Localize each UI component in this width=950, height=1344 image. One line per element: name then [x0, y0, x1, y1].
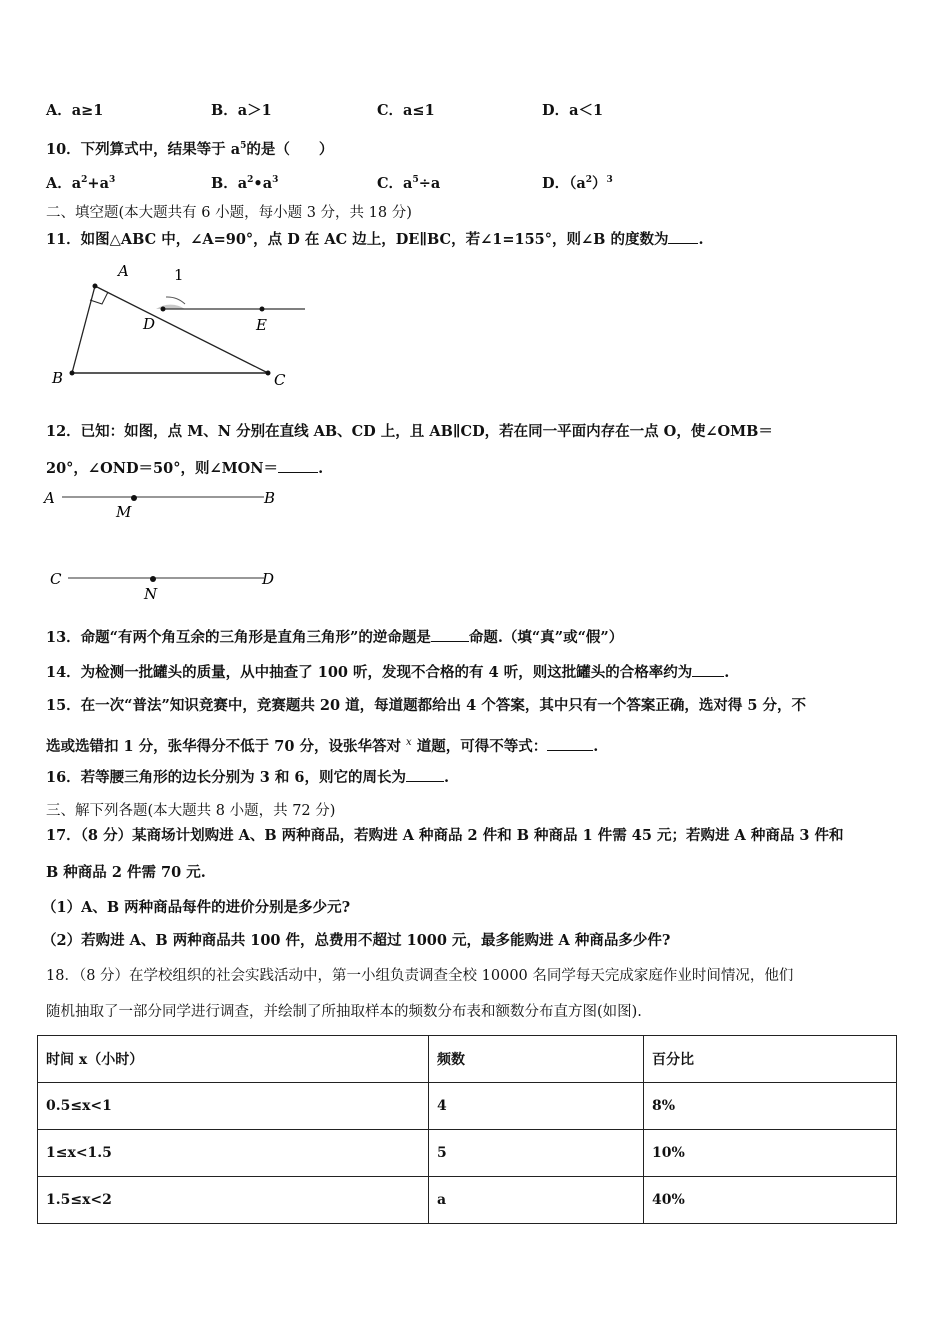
q12-end: . [318, 460, 324, 477]
q16-text [46, 767, 449, 788]
cell-time: 1.5≤x<2 [38, 1177, 429, 1224]
q11-triangle-figure [40, 258, 320, 393]
q14-stem: 14．为检测一批罐头的质量，从中抽查了 100 听，发现不合格的有 4 听，则这批罐头的合格率约为 [46, 664, 693, 681]
label-d: D [262, 570, 275, 588]
cell-time: 1≤x<1.5 [38, 1130, 429, 1177]
q15-stem-end: 道题，可得不等式： [416, 737, 548, 755]
q9-option-d: D．a＜1 [542, 102, 604, 119]
header-frequency: 频数 [429, 1036, 644, 1083]
q10-c-exp1: 5 [412, 175, 419, 185]
q10-b-base: B．a [211, 174, 248, 192]
q10-option-b [211, 170, 278, 194]
side-ac [95, 286, 268, 373]
q10-d-op: ） [592, 174, 607, 192]
q10-b-op: •a [253, 174, 273, 192]
q10-exponent: 5 [240, 141, 247, 151]
q13-stem: 13．命题“有两个角互余的三角形是直角三角形”的逆命题是 [46, 629, 431, 646]
q10-stem-end: 的是（ ） [246, 140, 334, 158]
q15-line1: 15．在一次“普法”知识竞赛中，竞赛题共 20 道，每道题都给出 4 个答案，其中只有一个答案正确，选对得 5 分，不 [46, 697, 806, 714]
q10-option-d [542, 170, 613, 194]
label-c: C [274, 371, 286, 389]
cell-frequency: 5 [429, 1130, 644, 1177]
q12-parallel-lines-figure [40, 485, 300, 605]
q16-answer-blank[interactable] [406, 767, 444, 782]
q14-answer-blank[interactable] [692, 662, 724, 677]
q16-stem: 16．若等腰三角形的边长分别为 3 和 6，则它的周长为 [46, 769, 406, 786]
q17-sub1: （1）A、B 两种商品每件的进价分别是多少元? [42, 899, 351, 916]
q15-variable: x [406, 737, 412, 748]
q14-end: . [724, 664, 730, 681]
angle-1-arc [156, 305, 185, 309]
q9-option-a: A．a≥1 [46, 102, 104, 119]
label-angle-1: 1 [174, 266, 184, 284]
cell-percent: 8% [644, 1083, 897, 1130]
q10-a-exp1: 2 [81, 175, 88, 185]
table-header-row [38, 1036, 897, 1083]
header-time: 时间 x（小时） [38, 1036, 429, 1083]
q15-stem: 选或选错扣 1 分，张华得分不低于 70 分，设张华答对 [46, 737, 401, 755]
q10-a-exp2: 3 [108, 175, 116, 185]
q10-c-base: C．a [377, 174, 413, 192]
q11-text [46, 229, 704, 250]
table-row [38, 1130, 897, 1177]
cell-frequency: a [429, 1177, 644, 1224]
label-c: C [50, 570, 62, 588]
cell-percent: 10% [644, 1130, 897, 1177]
q12-line1: 12．已知：如图，点 M、N 分别在直线 AB、CD 上，且 AB∥CD，若在同一平面内存在一点 O，使∠OMB＝ [46, 423, 773, 440]
q18-line2: 随机抽取了一部分同学进行调查，并绘制了所抽取样本的频数分布表和额数分布直方图(如图). [46, 1004, 642, 1020]
q10-option-c [377, 170, 440, 194]
q9-option-c: C．a≤1 [377, 102, 435, 119]
header-percent: 百分比 [644, 1036, 897, 1083]
label-n: N [144, 585, 158, 603]
q10-c-op: ÷a [418, 174, 441, 192]
label-d: D [143, 315, 156, 333]
point-d [161, 307, 166, 312]
q12-stem: 20°，∠OND＝50°，则∠MON＝ [46, 460, 279, 477]
q10-b-exp2: 3 [272, 175, 279, 185]
q17-sub2: （2）若购进 A、B 两种商品共 100 件，总费用不超过 1000 元，最多能购进 A 种商品多少件? [42, 932, 671, 949]
q10-option-a [46, 170, 115, 194]
q15-line2 [46, 733, 598, 757]
frequency-table [37, 1035, 897, 1224]
point-n [150, 576, 156, 582]
q10-stem [46, 136, 333, 160]
label-b: B [264, 489, 276, 507]
q11-stem: 11．如图△ABC 中，∠A=90°，点 D 在 AC 边上，DE∥BC，若∠1=155°，则∠B 的度数为 [46, 231, 669, 248]
q11-end: . [698, 231, 704, 248]
q12-line2 [46, 458, 323, 479]
cell-frequency: 4 [429, 1083, 644, 1130]
angle-1-arrow [166, 297, 185, 304]
section-2-title: 二、填空题(本大题共有 6 小题，每小题 3 分，共 18 分) [46, 205, 412, 221]
cell-time: 0.5≤x<1 [38, 1083, 429, 1130]
label-b: B [52, 369, 64, 387]
q10-a-op: +a [87, 174, 109, 192]
label-a: A [118, 262, 129, 280]
q13-text [46, 627, 623, 648]
q17-line2: B 种商品 2 件需 70 元. [46, 864, 206, 881]
q10-d-base: D．（a [542, 174, 586, 192]
point-a [93, 284, 98, 289]
q10-d-exp2: 3 [606, 175, 613, 185]
point-c [266, 371, 271, 376]
q11-answer-blank[interactable] [668, 229, 698, 244]
q15-end: . [593, 737, 599, 755]
table-row [38, 1083, 897, 1130]
q10-stem-text: 10．下列算式中，结果等于 a [46, 140, 241, 158]
q9-option-b: B．a＞1 [211, 102, 272, 119]
section-3-title: 三、解下列各题(本大题共 8 小题，共 72 分) [46, 803, 336, 819]
q17-line1: 17．（8 分）某商场计划购进 A、B 两种商品，若购进 A 种商品 2 件和 B 种商品 1 件需 45 元；若购进 A 种商品 3 件和 [46, 827, 844, 844]
point-e [260, 307, 265, 312]
cell-percent: 40% [644, 1177, 897, 1224]
point-b [70, 371, 75, 376]
q12-answer-blank[interactable] [278, 458, 318, 473]
q14-text [46, 662, 729, 683]
point-m [131, 495, 137, 501]
q13-answer-blank[interactable] [431, 627, 469, 642]
side-ab [72, 286, 95, 373]
q10-a-base: A．a [46, 174, 82, 192]
label-e: E [256, 316, 267, 334]
label-a: A [44, 489, 55, 507]
label-m: M [116, 503, 132, 521]
q16-end: . [444, 769, 450, 786]
table-row [38, 1177, 897, 1224]
q15-answer-blank[interactable] [547, 736, 593, 751]
q10-d-exp1: 2 [585, 175, 592, 185]
q18-line1: 18．（8 分）在学校组织的社会实践活动中，第一小组负责调查全校 10000 名同学每天完成家庭作业时间情况，他们 [46, 968, 794, 984]
q13-stem-end: 命题.（填“真”或“假”） [468, 629, 624, 646]
q10-b-exp1: 2 [247, 175, 254, 185]
